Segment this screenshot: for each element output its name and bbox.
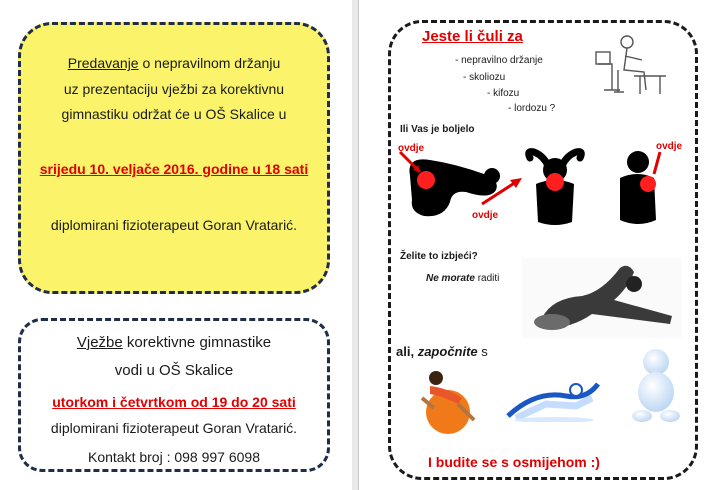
arrow-to-neck [478,174,528,208]
lecture-announcement-box [18,22,330,294]
here-label-2: ovdje [472,210,499,221]
start-prefix: ali, [396,344,415,359]
white-3d-figure [626,346,684,426]
neck-pain-figure [520,148,590,228]
exercise-class-box [18,318,330,472]
lecture-title-rest: o nepravilnom držanju [142,55,281,71]
lecture-date: srijedu 10. veljače 2016. godine u 18 sati [39,161,309,177]
lecture-line-2: uz prezentaciju vježbi za korektivnu [63,81,285,97]
exercise-presenter: diplomirani fizioterapeut Goran Vratarić. [50,420,298,436]
person-at-desk-icon [594,30,676,98]
start-suffix: s [481,344,488,359]
exercise-schedule: utorkom i četvrtkom od 19 do 20 sati [52,394,296,410]
start-line [396,344,488,359]
lecture-line-1 [21,55,327,71]
issue-item-4: - lordozu ? [508,103,556,114]
here-label-3: ovdje [656,141,683,152]
footer-smile: I budite se s osmijehom :) [428,454,600,470]
contact-number: Kontakt broj : 098 997 6098 [87,449,261,465]
lecture-presenter: diplomirani fizioterapeut Goran Vratarić. [50,217,298,233]
exercise-ball-woman [412,368,484,438]
exercise-title [21,334,327,351]
shoulder-pain-figure [612,148,662,228]
avoid-question: Želite to izbjeći? [400,251,478,262]
left-page [0,0,353,490]
exercise-title-underlined: Vježbe [76,334,123,351]
start-italic: započnite [417,344,478,359]
exercise-location: vodi u OŠ Skalice [114,362,234,379]
pilates-stretch-figure [506,376,602,422]
issue-item-1: - nepravilno držanje [455,55,543,66]
exercise-title-rest: korektivne gimnastike [126,334,272,351]
issue-item-2: - skoliozu [463,72,506,83]
here-label-1: ovdje [398,143,425,154]
must-not-italic: Ne morate [426,273,475,284]
right-heading: Jeste li čuli za [422,28,523,45]
pain-question: Ili Vas je boljelo [400,124,475,135]
lecture-title-underlined: Predavanje [67,55,139,71]
lecture-line-3: gimnastiku održat će u OŠ Skalice u [61,106,287,122]
must-not-line [426,273,499,284]
yoga-pose-photo [522,258,682,338]
must-not-rest: raditi [477,273,500,284]
issue-item-3: - kifozu [487,88,520,99]
